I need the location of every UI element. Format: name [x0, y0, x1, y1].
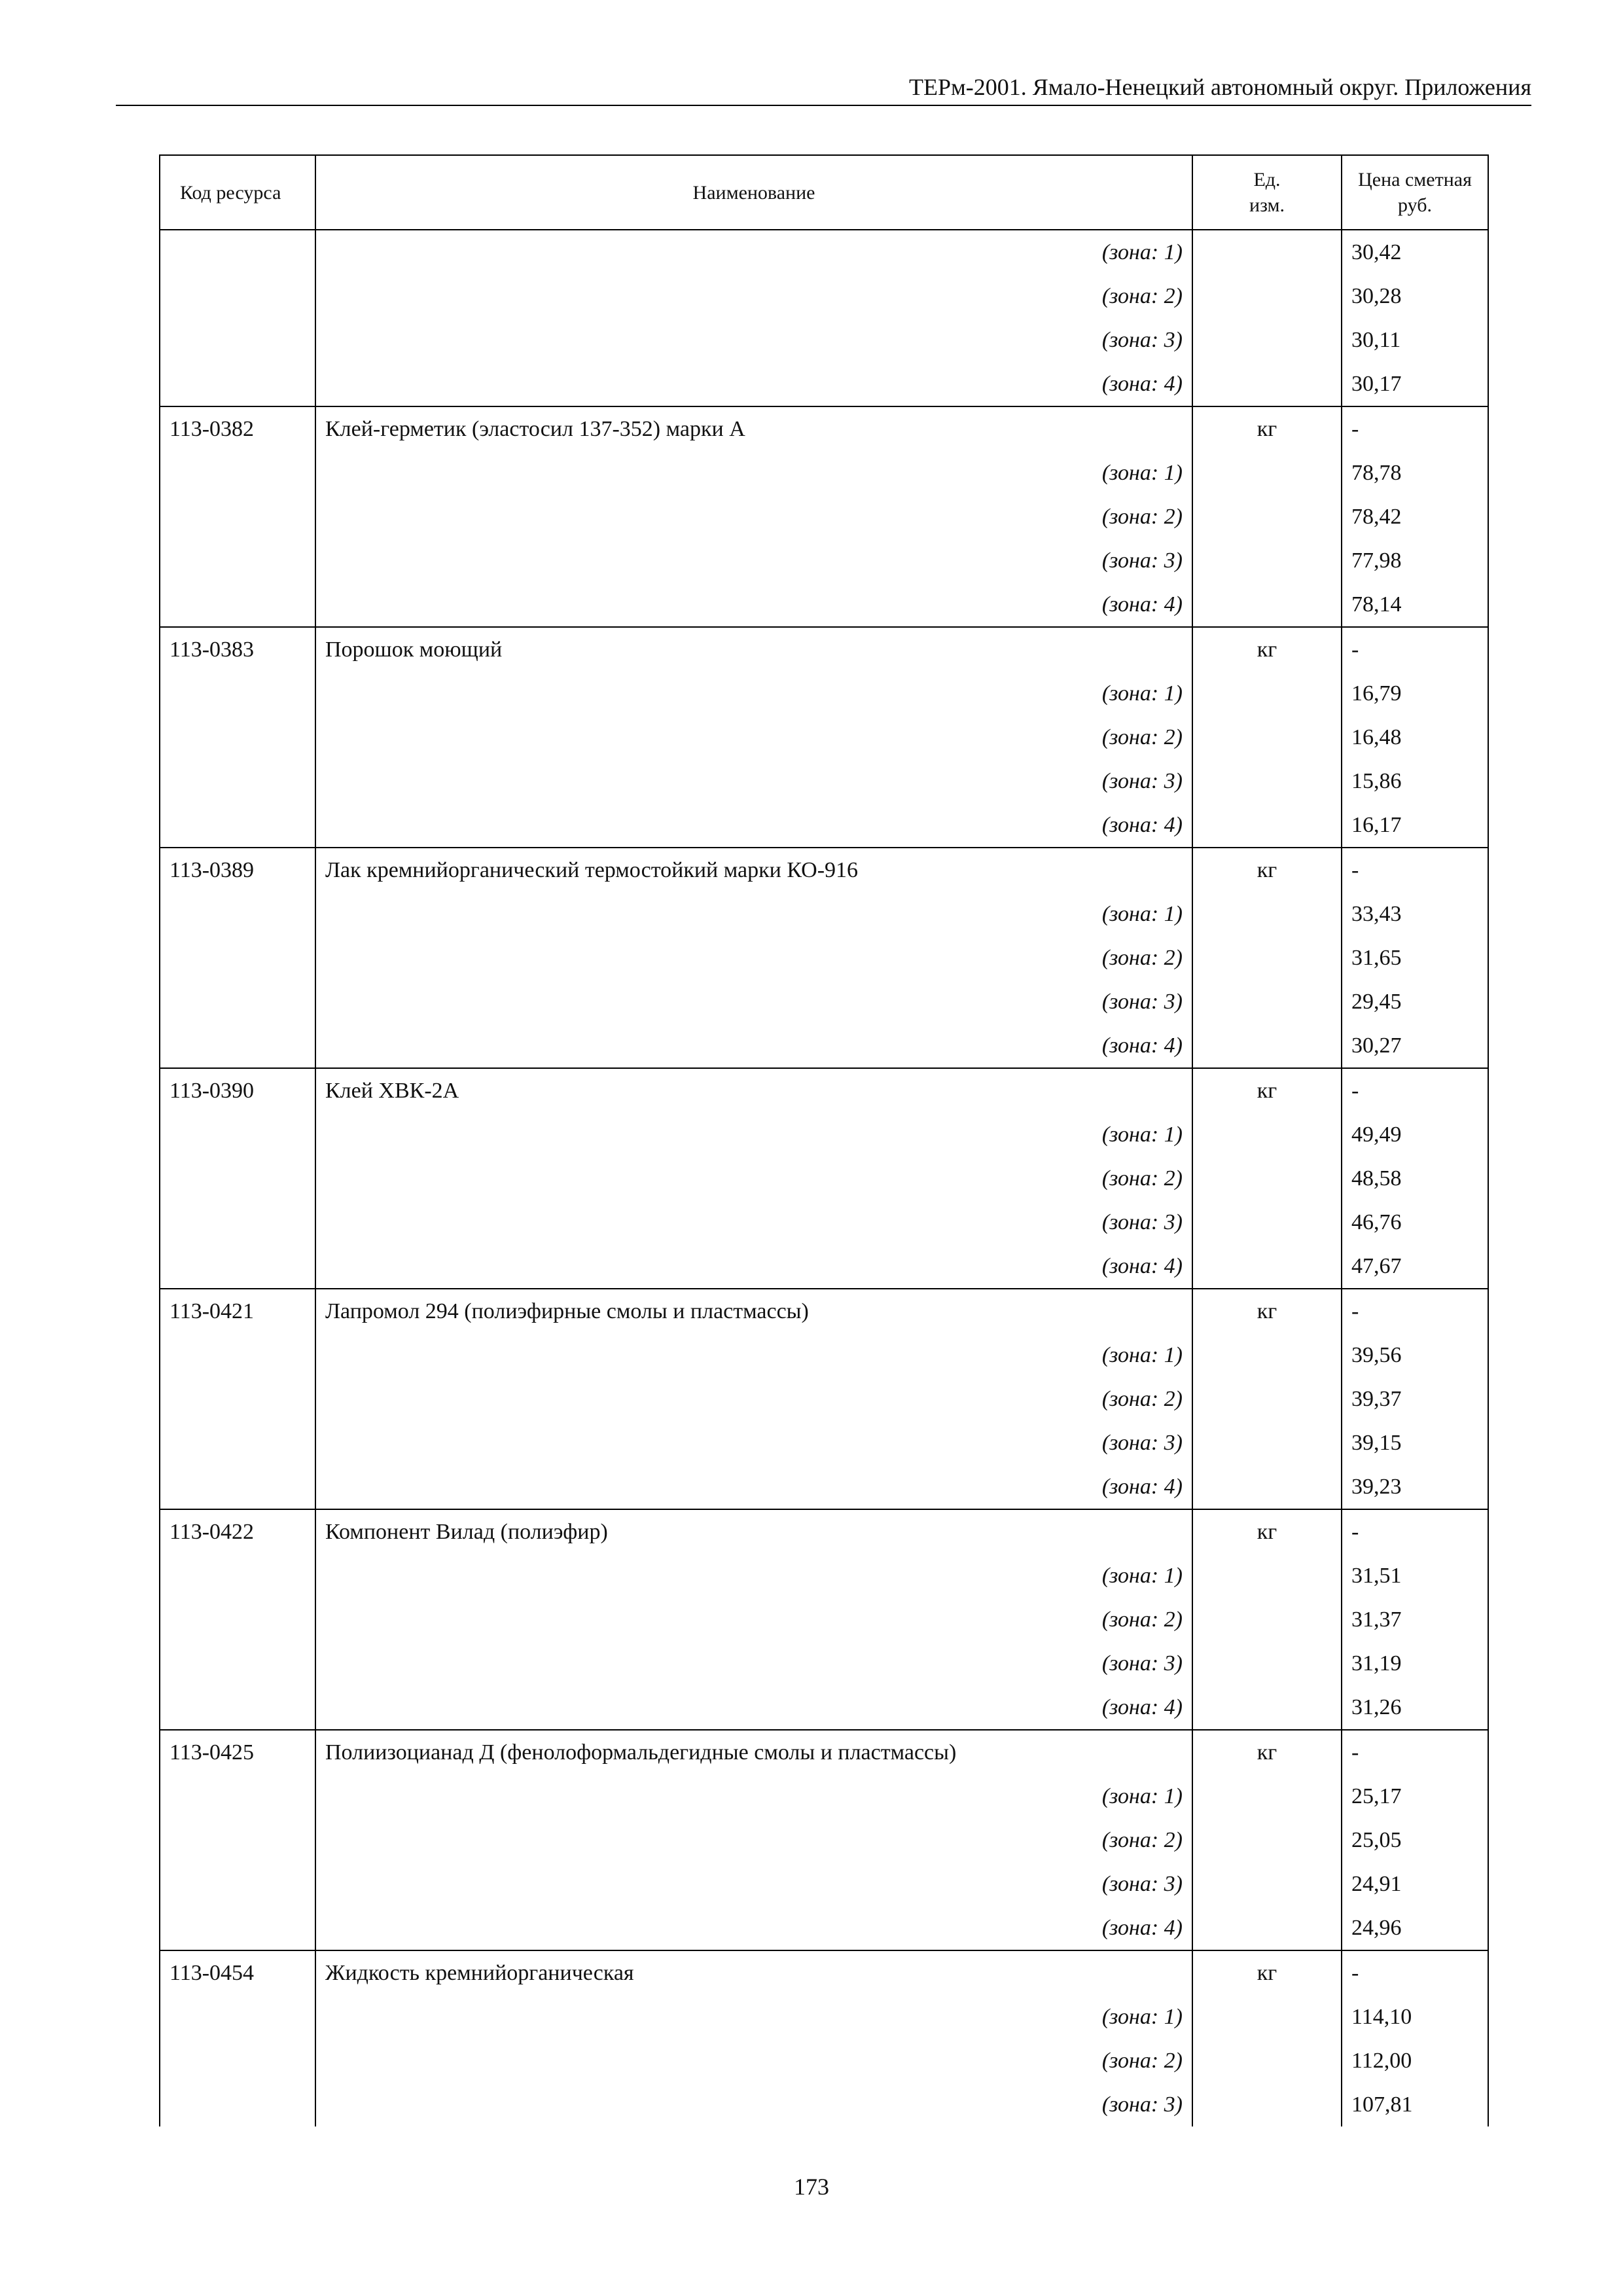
cell-zone: (зона: 1) — [315, 1774, 1192, 1818]
cell-unit: кг — [1192, 1509, 1342, 1554]
col-header-price — [1342, 155, 1488, 230]
cell-zone: (зона: 2) — [315, 715, 1192, 759]
cell-zone: (зона: 3) — [315, 980, 1192, 1024]
cell-zone: (зона: 1) — [315, 1995, 1192, 2039]
cell-code — [160, 362, 315, 406]
cell-code: 113-0422 — [160, 1509, 315, 1554]
cell-unit — [1192, 1862, 1342, 1906]
cell-zone: (зона: 4) — [315, 1906, 1192, 1950]
cell-unit — [1192, 2039, 1342, 2083]
table-row — [160, 1598, 1488, 1641]
cell-code — [160, 1774, 315, 1818]
cell-unit — [1192, 451, 1342, 495]
cell-price: 30,27 — [1342, 1024, 1488, 1068]
table-row — [160, 1862, 1488, 1906]
cell-unit — [1192, 274, 1342, 318]
cell-price: 107,81 — [1342, 2083, 1488, 2126]
cell-price: 30,28 — [1342, 274, 1488, 318]
cell-unit: кг — [1192, 1289, 1342, 1333]
cell-price: 29,45 — [1342, 980, 1488, 1024]
cell-code — [160, 1244, 315, 1289]
table-body — [160, 230, 1488, 2126]
cell-name: Лак кремнийорганический термостойкий марки КО-916 — [315, 848, 1192, 892]
table-row — [160, 1818, 1488, 1862]
cell-code — [160, 715, 315, 759]
cell-zone: (зона: 3) — [315, 2083, 1192, 2126]
table-row — [160, 495, 1488, 539]
cell-price: 24,91 — [1342, 1862, 1488, 1906]
cell-unit — [1192, 230, 1342, 274]
cell-unit — [1192, 362, 1342, 406]
cell-name: Порошок моющий — [315, 627, 1192, 672]
table-row — [160, 1068, 1488, 1113]
cell-unit — [1192, 1333, 1342, 1377]
price-table — [159, 154, 1489, 2126]
cell-zone: (зона: 4) — [315, 1024, 1192, 1068]
cell-price: 78,78 — [1342, 451, 1488, 495]
col-header-name: Наименование — [315, 155, 1192, 230]
table-row — [160, 936, 1488, 980]
cell-price: 46,76 — [1342, 1200, 1488, 1244]
cell-code — [160, 1685, 315, 1730]
page-header-title: ТЕРм-2001. Ямало-Ненецкий автономный округ. Приложения — [908, 74, 1531, 100]
cell-price: 31,26 — [1342, 1685, 1488, 1730]
table-row — [160, 1113, 1488, 1157]
cell-name: Жидкость кремнийорганическая — [315, 1950, 1192, 1995]
cell-unit — [1192, 892, 1342, 936]
cell-code — [160, 936, 315, 980]
cell-unit — [1192, 1157, 1342, 1200]
cell-price: - — [1342, 406, 1488, 451]
cell-code: 113-0454 — [160, 1950, 315, 1995]
table-row — [160, 539, 1488, 583]
col-header-unit — [1192, 155, 1342, 230]
cell-unit: кг — [1192, 848, 1342, 892]
table-row — [160, 715, 1488, 759]
cell-unit — [1192, 1113, 1342, 1157]
cell-unit — [1192, 2083, 1342, 2126]
cell-zone: (зона: 3) — [315, 1421, 1192, 1465]
cell-price: 48,58 — [1342, 1157, 1488, 1200]
cell-zone: (зона: 1) — [315, 1554, 1192, 1598]
table-row — [160, 230, 1488, 274]
cell-code: 113-0383 — [160, 627, 315, 672]
cell-unit — [1192, 1200, 1342, 1244]
cell-price: 39,15 — [1342, 1421, 1488, 1465]
cell-name: Лапромол 294 (полиэфирные смолы и пластмассы) — [315, 1289, 1192, 1333]
cell-zone: (зона: 1) — [315, 892, 1192, 936]
table-row — [160, 848, 1488, 892]
cell-unit — [1192, 1244, 1342, 1289]
cell-price: 77,98 — [1342, 539, 1488, 583]
cell-zone: (зона: 2) — [315, 2039, 1192, 2083]
table-row — [160, 362, 1488, 406]
cell-price: 25,05 — [1342, 1818, 1488, 1862]
cell-unit — [1192, 1641, 1342, 1685]
cell-zone: (зона: 4) — [315, 803, 1192, 848]
col-header-unit-line1: Ед. — [1253, 169, 1281, 190]
col-header-price-line1: Цена сметная — [1358, 169, 1472, 190]
cell-unit — [1192, 936, 1342, 980]
cell-unit — [1192, 539, 1342, 583]
table-row — [160, 1377, 1488, 1421]
cell-price: 31,19 — [1342, 1641, 1488, 1685]
table-row — [160, 1200, 1488, 1244]
cell-unit: кг — [1192, 406, 1342, 451]
cell-code — [160, 1641, 315, 1685]
cell-name: Клей ХВК-2А — [315, 1068, 1192, 1113]
cell-name: Компонент Вилад (полиэфир) — [315, 1509, 1192, 1554]
cell-zone: (зона: 2) — [315, 1598, 1192, 1641]
cell-code — [160, 1818, 315, 1862]
cell-code — [160, 1024, 315, 1068]
cell-code — [160, 2083, 315, 2126]
cell-code — [160, 1200, 315, 1244]
cell-code — [160, 539, 315, 583]
table-row — [160, 980, 1488, 1024]
cell-price: 33,43 — [1342, 892, 1488, 936]
cell-zone: (зона: 3) — [315, 1641, 1192, 1685]
table-row — [160, 1730, 1488, 1774]
table-row — [160, 759, 1488, 803]
cell-zone: (зона: 2) — [315, 1818, 1192, 1862]
cell-price: 39,37 — [1342, 1377, 1488, 1421]
cell-name: Полиизоцианад Д (фенолоформальдегидные смолы и пластмассы) — [315, 1730, 1192, 1774]
cell-code — [160, 672, 315, 715]
table-row — [160, 451, 1488, 495]
cell-price: 114,10 — [1342, 1995, 1488, 2039]
cell-unit: кг — [1192, 1950, 1342, 1995]
cell-unit — [1192, 495, 1342, 539]
table-row — [160, 2083, 1488, 2126]
cell-code: 113-0425 — [160, 1730, 315, 1774]
cell-unit — [1192, 759, 1342, 803]
cell-code — [160, 1862, 315, 1906]
cell-unit — [1192, 1554, 1342, 1598]
cell-code — [160, 1157, 315, 1200]
table-row — [160, 1289, 1488, 1333]
cell-unit: кг — [1192, 627, 1342, 672]
table-row — [160, 1950, 1488, 1995]
cell-price: 49,49 — [1342, 1113, 1488, 1157]
cell-zone: (зона: 2) — [315, 1157, 1192, 1200]
table-row — [160, 1554, 1488, 1598]
cell-unit: кг — [1192, 1068, 1342, 1113]
table-row — [160, 1465, 1488, 1509]
cell-unit — [1192, 1421, 1342, 1465]
cell-unit: кг — [1192, 1730, 1342, 1774]
table-row — [160, 1509, 1488, 1554]
table-row — [160, 672, 1488, 715]
cell-unit — [1192, 715, 1342, 759]
table-row — [160, 1774, 1488, 1818]
cell-unit — [1192, 980, 1342, 1024]
cell-code — [160, 230, 315, 274]
cell-zone: (зона: 3) — [315, 759, 1192, 803]
cell-price: 31,65 — [1342, 936, 1488, 980]
cell-zone: (зона: 2) — [315, 274, 1192, 318]
cell-price: 16,17 — [1342, 803, 1488, 848]
cell-code: 113-0390 — [160, 1068, 315, 1113]
cell-code — [160, 451, 315, 495]
col-header-unit-line2: изм. — [1249, 194, 1285, 216]
cell-price: 78,42 — [1342, 495, 1488, 539]
cell-price: 31,51 — [1342, 1554, 1488, 1598]
cell-price: 25,17 — [1342, 1774, 1488, 1818]
cell-price: - — [1342, 1289, 1488, 1333]
cell-zone: (зона: 4) — [315, 1685, 1192, 1730]
cell-price: 47,67 — [1342, 1244, 1488, 1289]
cell-unit — [1192, 1024, 1342, 1068]
header-rule — [116, 105, 1531, 106]
cell-zone: (зона: 4) — [315, 362, 1192, 406]
cell-code — [160, 1421, 315, 1465]
cell-code — [160, 1995, 315, 2039]
cell-price: 16,79 — [1342, 672, 1488, 715]
cell-price: - — [1342, 1950, 1488, 1995]
table-row — [160, 274, 1488, 318]
cell-zone: (зона: 1) — [315, 230, 1192, 274]
table-row — [160, 1421, 1488, 1465]
table-row — [160, 1685, 1488, 1730]
cell-price: - — [1342, 1509, 1488, 1554]
cell-price: 16,48 — [1342, 715, 1488, 759]
cell-price: 30,42 — [1342, 230, 1488, 274]
cell-unit — [1192, 672, 1342, 715]
cell-unit — [1192, 1995, 1342, 2039]
col-header-code: Код ресурса — [160, 155, 315, 230]
cell-zone: (зона: 1) — [315, 1333, 1192, 1377]
cell-unit — [1192, 1818, 1342, 1862]
cell-zone: (зона: 3) — [315, 539, 1192, 583]
cell-zone: (зона: 3) — [315, 1862, 1192, 1906]
cell-code — [160, 2039, 315, 2083]
table-row — [160, 892, 1488, 936]
cell-code: 113-0421 — [160, 1289, 315, 1333]
cell-price: - — [1342, 627, 1488, 672]
cell-code — [160, 495, 315, 539]
cell-zone: (зона: 1) — [315, 1113, 1192, 1157]
cell-code — [160, 318, 315, 362]
cell-zone: (зона: 4) — [315, 583, 1192, 627]
cell-unit — [1192, 1685, 1342, 1730]
cell-zone: (зона: 2) — [315, 936, 1192, 980]
cell-price: - — [1342, 848, 1488, 892]
cell-zone: (зона: 3) — [315, 1200, 1192, 1244]
table-row — [160, 1333, 1488, 1377]
cell-name: Клей-герметик (эластосил 137-352) марки А — [315, 406, 1192, 451]
cell-code — [160, 274, 315, 318]
table-row — [160, 1995, 1488, 2039]
cell-zone: (зона: 2) — [315, 1377, 1192, 1421]
cell-code — [160, 1113, 315, 1157]
table-row — [160, 1157, 1488, 1200]
cell-price: - — [1342, 1068, 1488, 1113]
cell-code — [160, 803, 315, 848]
cell-price: 39,56 — [1342, 1333, 1488, 1377]
table-row — [160, 627, 1488, 672]
cell-zone: (зона: 3) — [315, 318, 1192, 362]
cell-code — [160, 1465, 315, 1509]
cell-code — [160, 759, 315, 803]
cell-price: 78,14 — [1342, 583, 1488, 627]
table-row — [160, 406, 1488, 451]
cell-price: 24,96 — [1342, 1906, 1488, 1950]
cell-code — [160, 1377, 315, 1421]
table-row — [160, 1024, 1488, 1068]
cell-code: 113-0382 — [160, 406, 315, 451]
cell-price: 15,86 — [1342, 759, 1488, 803]
cell-code — [160, 1333, 315, 1377]
cell-unit — [1192, 1774, 1342, 1818]
table-row — [160, 1906, 1488, 1950]
cell-unit — [1192, 1906, 1342, 1950]
cell-price: 30,11 — [1342, 318, 1488, 362]
table-row — [160, 583, 1488, 627]
cell-price: - — [1342, 1730, 1488, 1774]
cell-zone: (зона: 4) — [315, 1465, 1192, 1509]
cell-price: 30,17 — [1342, 362, 1488, 406]
cell-unit — [1192, 583, 1342, 627]
cell-code — [160, 1598, 315, 1641]
cell-code: 113-0389 — [160, 848, 315, 892]
cell-price: 31,37 — [1342, 1598, 1488, 1641]
cell-unit — [1192, 1465, 1342, 1509]
table-header-row — [160, 155, 1488, 230]
cell-code — [160, 980, 315, 1024]
cell-zone: (зона: 1) — [315, 672, 1192, 715]
cell-code — [160, 1554, 315, 1598]
cell-code — [160, 1906, 315, 1950]
cell-code — [160, 892, 315, 936]
cell-price: 39,23 — [1342, 1465, 1488, 1509]
table-row — [160, 2039, 1488, 2083]
cell-code — [160, 583, 315, 627]
table-row — [160, 1641, 1488, 1685]
table-row — [160, 318, 1488, 362]
cell-zone: (зона: 2) — [315, 495, 1192, 539]
cell-zone: (зона: 4) — [315, 1244, 1192, 1289]
table-row — [160, 803, 1488, 848]
cell-price: 112,00 — [1342, 2039, 1488, 2083]
cell-unit — [1192, 1377, 1342, 1421]
table-row — [160, 1244, 1488, 1289]
col-header-price-line2: руб. — [1398, 194, 1432, 216]
cell-unit — [1192, 318, 1342, 362]
cell-unit — [1192, 803, 1342, 848]
cell-unit — [1192, 1598, 1342, 1641]
cell-zone: (зона: 1) — [315, 451, 1192, 495]
page-number: 173 — [794, 2174, 829, 2200]
